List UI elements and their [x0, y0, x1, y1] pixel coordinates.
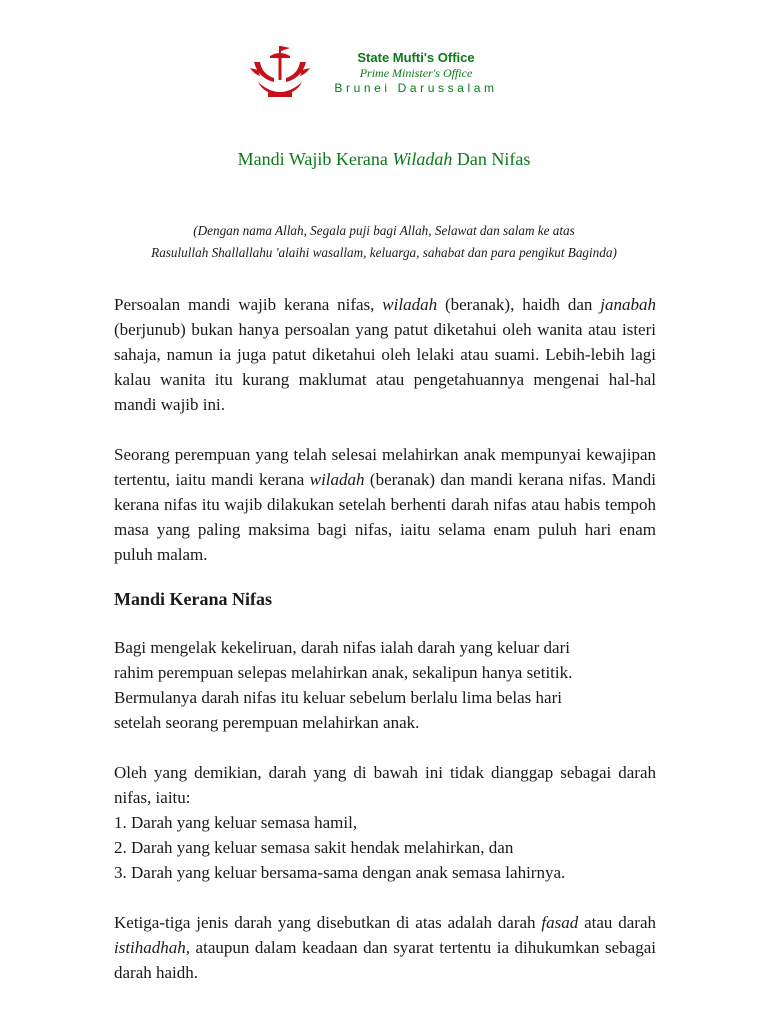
list-item: 3. Darah yang keluar bersama-sama dengan anak semasa lahirnya. — [114, 863, 566, 882]
page-title — [0, 148, 768, 170]
paragraph-1 — [114, 292, 656, 417]
para5-text: Ketiga-tiga jenis darah yang disebutkan di atas adalah darah — [114, 913, 542, 932]
article-body — [114, 292, 656, 985]
list-item: 1. Darah yang keluar semasa hamil, — [114, 813, 358, 832]
paragraph-2 — [114, 442, 656, 567]
list-item: 2. Darah yang keluar semasa sakit hendak melahirkan, dan — [114, 838, 514, 857]
para1-text: Persoalan mandi wajib kerana nifas, — [114, 295, 383, 314]
section-heading: Mandi Kerana Nifas — [114, 589, 273, 609]
invocation-line-1: (Dengan nama Allah, Segala puji bagi Allah, Selawat dan salam ke atas — [193, 223, 575, 238]
organization-name: State Mufti's Office — [357, 50, 475, 65]
invocation-line-2: Rasulullah Shallallahu 'alaihi wasallam, keluarga, sahabat dan para pengikut Baginda) — [151, 245, 617, 260]
para1-italic-wiladah: wiladah — [382, 295, 438, 314]
para1-text-2: (beranak), haidh dan — [437, 295, 601, 314]
letterhead — [248, 44, 518, 104]
para2-text: Seorang perempuan yang telah selesai melahirkan anak mempunyai kewajipan tertentu, iaitu mandi kerana — [114, 445, 656, 489]
para5-italic-fasad: fasad — [541, 913, 579, 932]
paragraph-5 — [114, 910, 656, 985]
title-italic: Wiladah — [392, 149, 453, 169]
organization-subtitle: Prime Minister's Office — [359, 66, 473, 80]
para3-line-3: Bermulanya darah nifas itu keluar sebelum berlalu lima belas hari — [114, 688, 562, 707]
para1-italic-janabah: janabah — [600, 295, 656, 314]
para3-line-4: setelah seorang perempuan melahirkan anak. — [114, 713, 420, 732]
brunei-crest-icon — [248, 44, 312, 100]
para5-text-3: ataupun dalam keadaan dan syarat tertentu ia dihukumkan sebagai darah haidh. — [114, 938, 656, 982]
para1-text-3: (berjunub) bukan hanya persoalan yang patut diketahui oleh wanita atau isteri sahaja, namun ia juga patut diketahui oleh lelaki atau suami. Lebih-lebih lagi kalau wanita itu kurang maklumat atau pengetahuannya mengenai hal-hal mandi wajib ini. — [114, 320, 656, 414]
para2-text-2: (beranak) dan mandi kerana nifas. Mandi kerana nifas itu wajib dilakukan setelah berhenti darah nifas atau habis tempoh masa yang paling maksima bagi nifas, iaitu selama enam puluh hari enam puluh malam. — [114, 470, 656, 564]
paragraph-3 — [114, 635, 656, 735]
title-text-end: Dan Nifas — [452, 149, 531, 169]
organization-block — [316, 50, 516, 96]
title-text: Mandi Wajib Kerana — [237, 149, 393, 169]
para3-line-2: rahim perempuan selepas melahirkan anak, sekalipun hanya setitik. — [114, 663, 573, 682]
organization-country: Brunei Darussalam — [334, 81, 498, 95]
para3-line-1: Bagi mengelak kekeliruan, darah nifas ialah darah yang keluar dari — [114, 638, 570, 657]
opening-invocation — [104, 220, 664, 264]
para2-italic-wiladah: wiladah — [309, 470, 365, 489]
para5-text-2: atau darah — [578, 913, 656, 932]
paragraph-4-intro: Oleh yang demikian, darah yang di bawah ini tidak dianggap sebagai darah nifas, iaitu: — [114, 763, 656, 807]
para5-italic-istihadhah: istihadhah, — [114, 938, 191, 957]
